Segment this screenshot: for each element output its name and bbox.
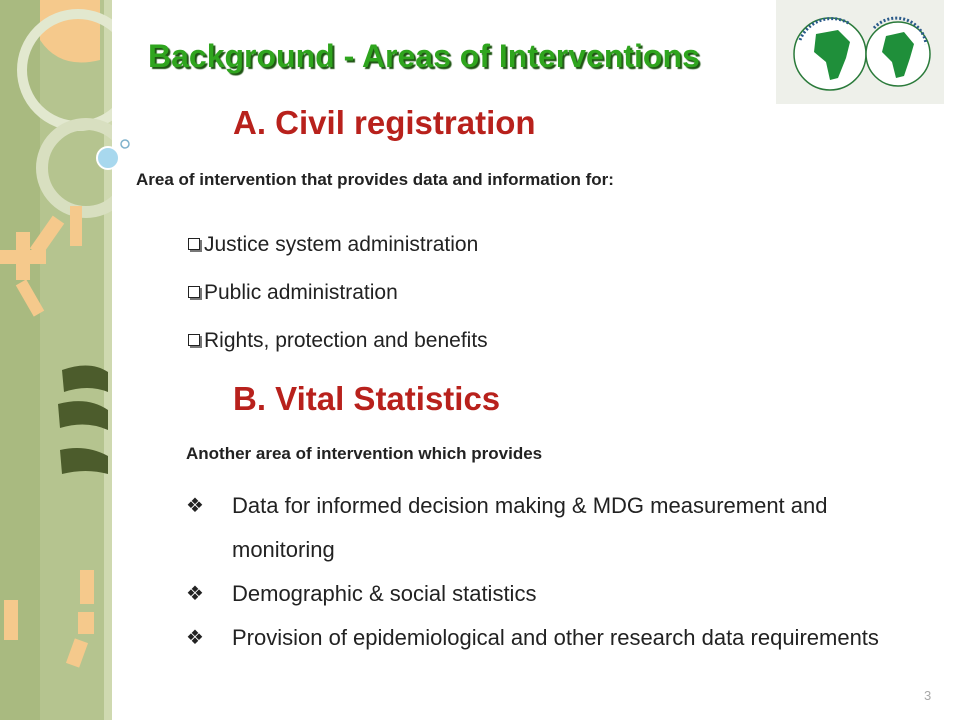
checkbox-bullet-icon	[188, 334, 200, 346]
list-item	[188, 230, 488, 278]
section-b-list	[186, 484, 926, 660]
list-item-label: Public administration	[204, 281, 398, 304]
section-a-intro: Area of intervention that provides data and information for:	[136, 170, 614, 189]
checkbox-bullet-icon	[188, 238, 200, 250]
diamond-bullet-icon: ❖	[186, 583, 204, 605]
diamond-bullet-icon: ❖	[186, 495, 204, 517]
list-item-label: Justice system administration	[204, 233, 479, 256]
page-number: 3	[924, 688, 932, 703]
bubble-icon	[92, 134, 132, 174]
list-item	[186, 616, 926, 660]
list-item	[186, 572, 926, 616]
section-a-heading: A. Civil registration	[233, 104, 536, 141]
list-item	[188, 278, 488, 326]
list-item-label: Rights, protection and benefits	[204, 329, 488, 352]
list-item	[188, 326, 488, 374]
africa-seal-icon	[776, 0, 944, 104]
section-a-list	[188, 230, 488, 374]
checkbox-bullet-icon	[188, 286, 200, 298]
afdb-logo	[776, 0, 944, 104]
slide-title: Background - Areas of Interventions	[148, 38, 700, 74]
decorative-sidebar	[0, 0, 112, 720]
diamond-bullet-icon: ❖	[186, 627, 204, 649]
list-item-label: Data for informed decision making & MDG measurement and monitoring	[232, 493, 828, 562]
section-b-heading: B. Vital Statistics	[233, 380, 501, 417]
list-item-label: Demographic & social statistics	[232, 581, 537, 606]
list-item-label: Provision of epidemiological and other research data requirements	[232, 625, 879, 650]
list-item	[186, 484, 926, 572]
section-b-intro: Another area of intervention which provides	[186, 444, 543, 463]
